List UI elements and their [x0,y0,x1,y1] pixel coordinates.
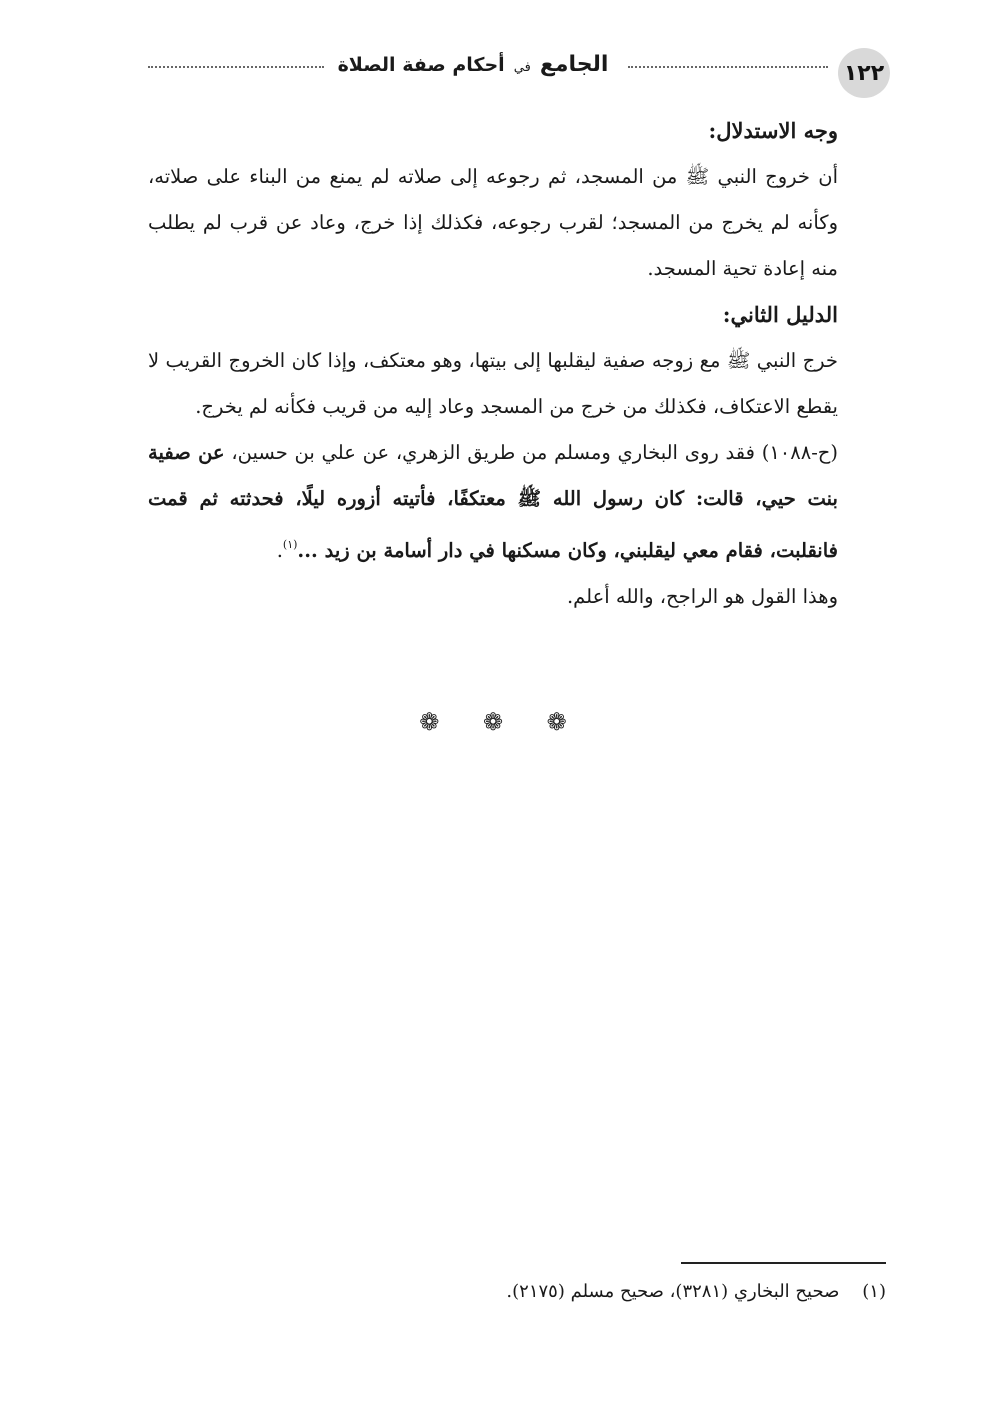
book-title-main: الجامع [539,52,609,77]
hadith-end: . [276,539,283,562]
main-text [148,108,890,620]
hadith-text: عن صفية بنت حيي، قالت: كان رسول الله ﷺ معتكفًا، فأتيته أزوره ليلًا، فحدثته ثم قمت فانقلبت، فقام معي ليقلبني، وكان مسكنها في دار أسامة بن زيد ... [148,441,838,562]
header-dotted-leader-left [148,66,324,68]
paragraph-second-evidence: خرج النبي ﷺ مع زوجه صفية ليقلبها إلى بيتها، وهو معتكف، وإذا كان الخروج القريب لا يقطع الاعتكاف، فكذلك من خرج من المسجد وعاد إليه من قريب فكأنه لم يخرج. [148,349,838,418]
footnote-text: صحيح البخاري (٣٢٨١)، صحيح مسلم (٢١٧٥). [506,1281,840,1302]
paragraph-conclusion: وهذا القول هو الراجح، والله أعلم. [566,585,838,608]
section-ornament: ❁ ❁ ❁ [419,708,585,736]
page-number: ١٢٢ [838,48,890,98]
running-header [148,48,890,98]
heading-second-evidence: الدليل الثاني: [722,302,838,327]
footnote-separator [681,1262,886,1264]
header-dotted-leader-right [628,66,828,68]
footnote-reference: (١) [282,538,298,551]
book-title-rest: أحكام صفة الصلاة [337,54,505,76]
book-title-fi: في [513,60,531,75]
footnote [186,1276,886,1308]
hadith-chain: (ح-١٠٨٨) فقد روى البخاري ومسلم من طريق الزهري، عن علي بن حسين، [231,441,839,464]
heading-inference: وجه الاستدلال: [708,118,838,143]
footnote-marker: (١) [862,1281,886,1302]
paragraph-hadith [148,430,838,574]
paragraph-inference: أن خروج النبي ﷺ من المسجد، ثم رجوعه إلى صلاته لم يمنع من البناء على صلاته، وكأنه لم يخرج من المسجد؛ لقرب رجوعه، فكذلك إذا خرج، وعاد عن قرب لم يطلب منه إعادة تحية المسجد. [148,165,838,280]
book-title [328,52,618,77]
